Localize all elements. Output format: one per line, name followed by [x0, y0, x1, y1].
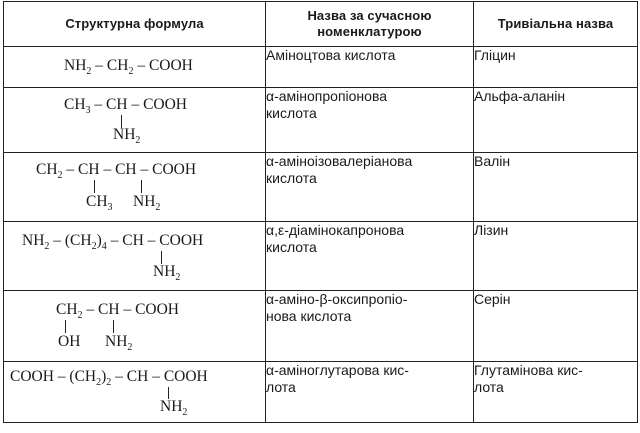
formula-main-line: $NH_2 - (CH_2)_4$ – CH – COOH — [22, 232, 204, 252]
trivial-name: Лізин — [474, 222, 638, 291]
formula-substituent: $NH_2$ — [113, 126, 141, 146]
bond-line — [113, 320, 114, 333]
formula-substituent: $NH_2$ — [160, 398, 188, 418]
table-row — [4, 362, 638, 423]
modern-name: α-аміноглутарова кис- лота — [266, 362, 474, 423]
header-trivial-name: Тривіальна назва — [474, 2, 638, 47]
modern-name: Аміноцтова кислота — [266, 47, 474, 88]
trivial-name: Серін — [474, 291, 638, 362]
modern-name: α-амінопропіонова кислота — [266, 88, 474, 153]
table-row — [4, 291, 638, 362]
formula-substituent: $NH_2$ — [153, 263, 181, 283]
structural-formula-alanine — [4, 88, 266, 153]
formula-main-line: $NH_2 - CH_2$ – COOH — [64, 57, 193, 77]
trivial-name: Гліцин — [474, 47, 638, 88]
formula-main-line: $CH_2$ – CH – CH – COOH — [36, 161, 197, 181]
amino-acids-table — [3, 1, 638, 423]
table-row — [4, 88, 638, 153]
table-row — [4, 222, 638, 291]
formula-substituent: $NH_2$ — [133, 193, 161, 213]
header-modern-name: Назва за сучасною номенклатурою — [266, 2, 474, 47]
trivial-name: Глутамінова кис- лота — [474, 362, 638, 423]
formula-substituent: $NH_2$ — [105, 333, 133, 353]
table-header-row — [4, 2, 638, 47]
table-row — [4, 47, 638, 88]
modern-name: α-аміно-β-оксипропіо- нова кислота — [266, 291, 474, 362]
formula-main-line: COOH – $(CH_2)_2$ – CH – COOH — [10, 368, 208, 388]
trivial-name: Валін — [474, 153, 638, 222]
structural-formula-serine — [4, 291, 266, 362]
bond-line — [141, 180, 142, 193]
structural-formula-valine — [4, 153, 266, 222]
header-structural-formula: Структурна формула — [4, 2, 266, 47]
trivial-name: Альфа-аланін — [474, 88, 638, 153]
bond-line — [94, 180, 95, 193]
structural-formula-glycine — [4, 47, 266, 88]
modern-name: α,ε-діамінокапронова кислота — [266, 222, 474, 291]
structural-formula-glutamic-acid — [4, 362, 266, 423]
modern-name: α-аміноізовалеріанова кислота — [266, 153, 474, 222]
table-row — [4, 153, 638, 222]
formula-substituent: OH — [58, 333, 81, 350]
bond-line — [65, 320, 66, 333]
structural-formula-lysine — [4, 222, 266, 291]
formula-substituent: $CH_3$ — [86, 193, 113, 213]
formula-main-line: $CH_2$ – CH – COOH — [56, 301, 179, 321]
formula-main-line: $CH_3$ – CH – COOH — [64, 96, 187, 116]
